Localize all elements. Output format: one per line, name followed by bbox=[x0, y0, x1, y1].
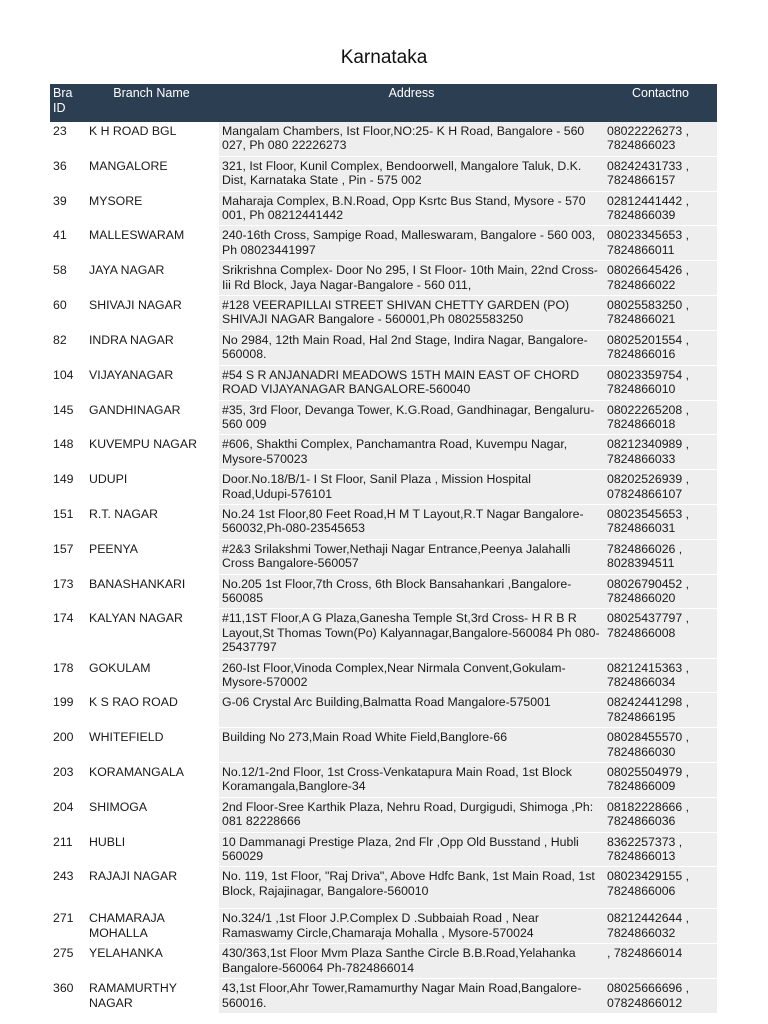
cell-branch-name: RAMAMURTHY NAGAR bbox=[84, 979, 219, 1014]
cell-branch-name: MANGALORE bbox=[84, 156, 219, 191]
cell-bra-id: 157 bbox=[50, 539, 84, 574]
cell-address: No 2984, 12th Main Road, Hal 2nd Stage, Indira Nagar, Bangalore-560008. bbox=[219, 330, 604, 365]
cell-address: 321, Ist Floor, Kunil Complex, Bendoorwell, Mangalore Taluk, D.K. Dist, Karnataka State , Pin - 575 002 bbox=[219, 156, 604, 191]
table-row bbox=[50, 156, 717, 191]
table-row bbox=[50, 330, 717, 365]
cell-address: No. 119, 1st Floor, "Raj Driva", Above Hdfc Bank, 1st Main Road, 1st Block, Rajajinagar, Bangalore-560010 bbox=[219, 867, 604, 909]
table-row bbox=[50, 658, 717, 693]
cell-branch-name: SHIVAJI NAGAR bbox=[84, 296, 219, 331]
table-row bbox=[50, 122, 717, 156]
cell-address: G-06 Crystal Arc Building,Balmatta Road Mangalore-575001 bbox=[219, 693, 604, 728]
cell-bra-id: 148 bbox=[50, 435, 84, 470]
cell-branch-name: KORAMANGALA bbox=[84, 763, 219, 798]
cell-bra-id: 60 bbox=[50, 296, 84, 331]
cell-contactno: 08022226273 , 7824866023 bbox=[604, 122, 717, 156]
cell-branch-name: GOKULAM bbox=[84, 658, 219, 693]
header-bra-id bbox=[50, 84, 84, 122]
cell-branch-name: RAJAJI NAGAR bbox=[84, 867, 219, 909]
cell-branch-name: UDUPI bbox=[84, 470, 219, 505]
cell-branch-name: R.T. NAGAR bbox=[84, 504, 219, 539]
cell-bra-id: 149 bbox=[50, 470, 84, 505]
cell-address: 10 Dammanagi Prestige Plaza, 2nd Flr ,Opp Old Busstand , Hubli 560029 bbox=[219, 832, 604, 867]
cell-contactno: 08028455570 , 7824866030 bbox=[604, 728, 717, 763]
header-branch-name: Branch Name bbox=[84, 84, 219, 122]
cell-contactno: 08242441298 , 7824866195 bbox=[604, 693, 717, 728]
page-title: Karnataka bbox=[340, 47, 428, 68]
cell-contactno: 08242431733 , 7824866157 bbox=[604, 156, 717, 191]
cell-contactno: 08025201554 , 7824866016 bbox=[604, 330, 717, 365]
cell-address: #54 S R ANJANADRI MEADOWS 15TH MAIN EAST OF CHORD ROAD VIJAYANAGAR BANGALORE-560040 bbox=[219, 365, 604, 400]
cell-contactno: 08023429155 , 7824866006 bbox=[604, 867, 717, 909]
table-row bbox=[50, 400, 717, 435]
cell-bra-id: 200 bbox=[50, 728, 84, 763]
table-row bbox=[50, 539, 717, 574]
cell-address: 260-Ist Floor,Vinoda Complex,Near Nirmala Convent,Gokulam-Mysore-570002 bbox=[219, 658, 604, 693]
cell-branch-name: HUBLI bbox=[84, 832, 219, 867]
table-body bbox=[50, 122, 717, 1013]
cell-bra-id: 145 bbox=[50, 400, 84, 435]
cell-address: 43,1st Floor,Ahr Tower,Ramamurthy Nagar Main Road,Bangalore-560016. bbox=[219, 979, 604, 1014]
cell-branch-name: K H ROAD BGL bbox=[84, 122, 219, 156]
cell-contactno: 02812441442 , 7824866039 bbox=[604, 191, 717, 226]
cell-contactno: 08212415363 , 7824866034 bbox=[604, 658, 717, 693]
cell-branch-name: MALLESWARAM bbox=[84, 226, 219, 261]
table-row bbox=[50, 609, 717, 658]
table-row bbox=[50, 226, 717, 261]
cell-branch-name: VIJAYANAGAR bbox=[84, 365, 219, 400]
cell-bra-id: 39 bbox=[50, 191, 84, 226]
table-row bbox=[50, 365, 717, 400]
cell-address: Maharaja Complex, B.N.Road, Opp Ksrtc Bus Stand, Mysore - 570 001, Ph 08212441442 bbox=[219, 191, 604, 226]
cell-bra-id: 178 bbox=[50, 658, 84, 693]
cell-contactno: 08025437797 , 7824866008 bbox=[604, 609, 717, 658]
cell-bra-id: 173 bbox=[50, 574, 84, 609]
cell-branch-name: BANASHANKARI bbox=[84, 574, 219, 609]
cell-address: Srikrishna Complex- Door No 295, I St Floor- 10th Main, 22nd Cross-Iii Rd Block, Jaya Nagar-Bangalore - 560 011, bbox=[219, 261, 604, 296]
table-row bbox=[50, 504, 717, 539]
cell-bra-id: 243 bbox=[50, 867, 84, 909]
cell-branch-name: YELAHANKA bbox=[84, 944, 219, 979]
cell-bra-id: 204 bbox=[50, 797, 84, 832]
cell-bra-id: 82 bbox=[50, 330, 84, 365]
cell-branch-name: GANDHINAGAR bbox=[84, 400, 219, 435]
table-row bbox=[50, 797, 717, 832]
cell-bra-id: 36 bbox=[50, 156, 84, 191]
table-row bbox=[50, 728, 717, 763]
cell-bra-id: 211 bbox=[50, 832, 84, 867]
cell-contactno: , 7824866014 bbox=[604, 944, 717, 979]
header-address: Address bbox=[219, 84, 604, 122]
cell-address: 430/363,1st Floor Mvm Plaza Santhe Circle B.B.Road,Yelahanka Bangalore-560064 Ph-7824866014 bbox=[219, 944, 604, 979]
cell-bra-id: 151 bbox=[50, 504, 84, 539]
cell-bra-id: 275 bbox=[50, 944, 84, 979]
cell-branch-name: MYSORE bbox=[84, 191, 219, 226]
table-row bbox=[50, 909, 717, 944]
cell-contactno: 08212442644 , 7824866032 bbox=[604, 909, 717, 944]
cell-bra-id: 23 bbox=[50, 122, 84, 156]
cell-address: #128 VEERAPILLAI STREET SHIVAN CHETTY GARDEN (PO) SHIVAJI NAGAR Bangalore - 560001,Ph 08025583250 bbox=[219, 296, 604, 331]
header-bra-id-line1: Bra bbox=[53, 86, 73, 100]
table-header-row bbox=[50, 84, 717, 122]
cell-bra-id: 271 bbox=[50, 909, 84, 944]
cell-branch-name: KALYAN NAGAR bbox=[84, 609, 219, 658]
cell-contactno: 08026790452 , 7824866020 bbox=[604, 574, 717, 609]
cell-branch-name: CHAMARAJA MOHALLA bbox=[84, 909, 219, 944]
cell-contactno: 08202526939 , 07824866107 bbox=[604, 470, 717, 505]
cell-address: No.24 1st Floor,80 Feet Road,H M T Layout,R.T Nagar Bangalore-560032,Ph-080-23545653 bbox=[219, 504, 604, 539]
cell-address: #11,1ST Floor,A G Plaza,Ganesha Temple St,3rd Cross- H R B R Layout,St Thomas Town(Po) Kalyannagar,Bangalore-560084 Ph 080-25437797 bbox=[219, 609, 604, 658]
cell-bra-id: 58 bbox=[50, 261, 84, 296]
cell-contactno: 08023345653 , 7824866011 bbox=[604, 226, 717, 261]
cell-contactno: 7824866026 , 8028394511 bbox=[604, 539, 717, 574]
table-row bbox=[50, 470, 717, 505]
cell-branch-name: SHIMOGA bbox=[84, 797, 219, 832]
cell-contactno: 08182228666 , 7824866036 bbox=[604, 797, 717, 832]
cell-contactno: 08212340989 , 7824866033 bbox=[604, 435, 717, 470]
cell-contactno: 08023545653 , 7824866031 bbox=[604, 504, 717, 539]
cell-branch-name: PEENYA bbox=[84, 539, 219, 574]
table-row bbox=[50, 944, 717, 979]
table-row bbox=[50, 867, 717, 909]
table-row bbox=[50, 191, 717, 226]
branch-table bbox=[50, 84, 717, 1014]
cell-branch-name: JAYA NAGAR bbox=[84, 261, 219, 296]
cell-address: Building No 273,Main Road White Field,Banglore-66 bbox=[219, 728, 604, 763]
table-row bbox=[50, 763, 717, 798]
table-row bbox=[50, 296, 717, 331]
cell-bra-id: 104 bbox=[50, 365, 84, 400]
cell-branch-name: KUVEMPU NAGAR bbox=[84, 435, 219, 470]
cell-contactno: 08023359754 , 7824866010 bbox=[604, 365, 717, 400]
cell-contactno: 08025583250 , 7824866021 bbox=[604, 296, 717, 331]
cell-contactno: 08025504979 , 7824866009 bbox=[604, 763, 717, 798]
cell-address: #606, Shakthi Complex, Panchamantra Road, Kuvempu Nagar, Mysore-570023 bbox=[219, 435, 604, 470]
cell-bra-id: 41 bbox=[50, 226, 84, 261]
cell-contactno: 08025666696 , 07824866012 bbox=[604, 979, 717, 1014]
cell-address: No.205 1st Floor,7th Cross, 6th Block Bansahankari ,Bangalore-560085 bbox=[219, 574, 604, 609]
cell-address: Mangalam Chambers, Ist Floor,NO:25- K H Road, Bangalore - 560 027, Ph 080 22226273 bbox=[219, 122, 604, 156]
cell-contactno: 08022265208 , 7824866018 bbox=[604, 400, 717, 435]
cell-bra-id: 360 bbox=[50, 979, 84, 1014]
table-row bbox=[50, 832, 717, 867]
cell-branch-name: WHITEFIELD bbox=[84, 728, 219, 763]
table-row bbox=[50, 574, 717, 609]
header-contactno: Contactno bbox=[604, 84, 717, 122]
table-row bbox=[50, 979, 717, 1014]
cell-address: No.324/1 ,1st Floor J.P.Complex D .Subbaiah Road , Near Ramaswamy Circle,Chamaraja Mohalla , Mysore-570024 bbox=[219, 909, 604, 944]
header-bra-id-line2: ID bbox=[53, 100, 66, 115]
cell-address: 2nd Floor-Sree Karthik Plaza, Nehru Road, Durgigudi, Shimoga ,Ph: 081 82228666 bbox=[219, 797, 604, 832]
cell-bra-id: 203 bbox=[50, 763, 84, 798]
cell-contactno: 8362257373 , 7824866013 bbox=[604, 832, 717, 867]
table-row bbox=[50, 435, 717, 470]
table-row bbox=[50, 693, 717, 728]
cell-address: 240-16th Cross, Sampige Road, Malleswaram, Bangalore - 560 003, Ph 08023441997 bbox=[219, 226, 604, 261]
cell-address: #2&3 Srilakshmi Tower,Nethaji Nagar Entrance,Peenya Jalahalli Cross Bangalore-560057 bbox=[219, 539, 604, 574]
cell-bra-id: 174 bbox=[50, 609, 84, 658]
cell-contactno: 08026645426 , 7824866022 bbox=[604, 261, 717, 296]
cell-address: #35, 3rd Floor, Devanga Tower, K.G.Road, Gandhinagar, Bengaluru-560 009 bbox=[219, 400, 604, 435]
cell-branch-name: INDRA NAGAR bbox=[84, 330, 219, 365]
table-row bbox=[50, 261, 717, 296]
cell-bra-id: 199 bbox=[50, 693, 84, 728]
cell-address: Door.No.18/B/1- I St Floor, Sanil Plaza , Mission Hospital Road,Udupi-576101 bbox=[219, 470, 604, 505]
cell-address: No.12/1-2nd Floor, 1st Cross-Venkatapura Main Road, 1st Block Koramangala,Banglore-34 bbox=[219, 763, 604, 798]
cell-branch-name: K S RAO ROAD bbox=[84, 693, 219, 728]
